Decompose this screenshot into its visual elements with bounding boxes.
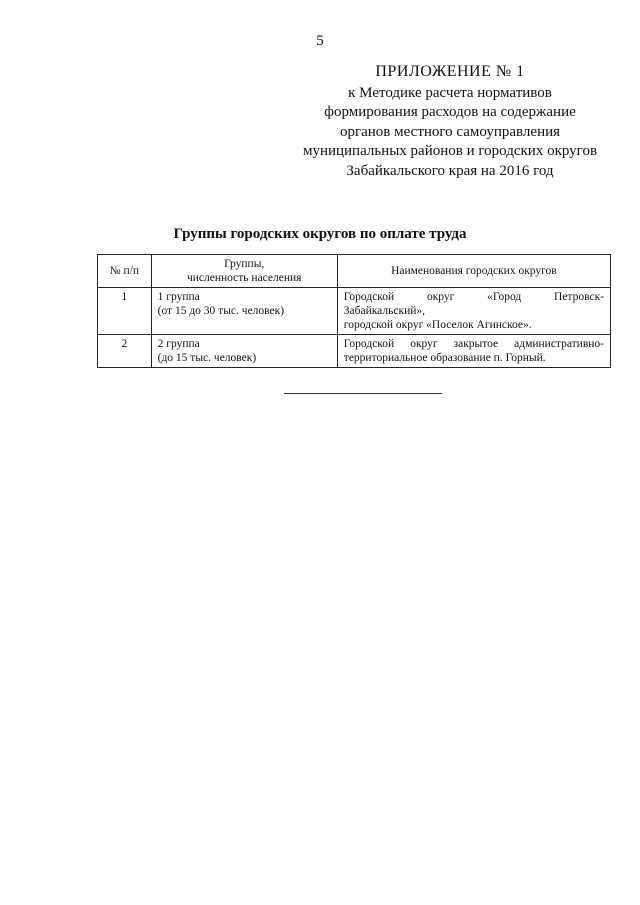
appendix-line: Забайкальского края на 2016 год bbox=[346, 162, 554, 179]
header-names: Наименования городских округов bbox=[337, 255, 610, 288]
document-title: Группы городских округов по оплате труда bbox=[173, 226, 467, 242]
table-row bbox=[98, 335, 611, 368]
row-name-line: территориальное образование п. Горный. bbox=[343, 352, 546, 364]
appendix-title: ПРИЛОЖЕНИЕ № 1 bbox=[375, 63, 525, 80]
header-number: № п/п bbox=[98, 255, 152, 288]
appendix-line: муниципальных районов и городских округов bbox=[302, 143, 598, 159]
row-group-line: (от 15 до 30 тыс. человек) bbox=[157, 305, 285, 317]
page-number: 5 bbox=[316, 33, 324, 49]
row-name-line: Забайкальский», bbox=[343, 305, 425, 317]
table-row bbox=[98, 288, 611, 335]
header-group-line: Группы, bbox=[224, 258, 265, 270]
row-names bbox=[337, 335, 610, 368]
appendix-line: формирования расходов на содержание bbox=[324, 104, 576, 120]
row-group-line: 1 группа bbox=[157, 291, 200, 303]
row-name-line: Городской округ «Город Петровск- bbox=[343, 291, 604, 303]
end-divider bbox=[284, 393, 442, 394]
row-number: 1 bbox=[98, 288, 152, 335]
row-group bbox=[151, 288, 337, 335]
row-group bbox=[151, 335, 337, 368]
row-name-line: Городской округ закрытое административно- bbox=[343, 338, 604, 350]
appendix-header bbox=[300, 62, 600, 181]
row-name-line: городской округ «Поселок Агинское». bbox=[343, 319, 532, 331]
header-group bbox=[151, 255, 337, 288]
header-group-line: численность населения bbox=[186, 272, 302, 284]
row-names bbox=[337, 288, 610, 335]
row-group-line: (до 15 тыс. человек) bbox=[157, 352, 257, 364]
appendix-line: органов местного самоуправления bbox=[339, 123, 561, 140]
row-group-line: 2 группа bbox=[157, 338, 200, 350]
appendix-line: к Методике расчета нормативов bbox=[348, 84, 552, 101]
table-header-row bbox=[98, 255, 611, 288]
row-number: 2 bbox=[98, 335, 152, 368]
groups-table bbox=[97, 254, 611, 368]
